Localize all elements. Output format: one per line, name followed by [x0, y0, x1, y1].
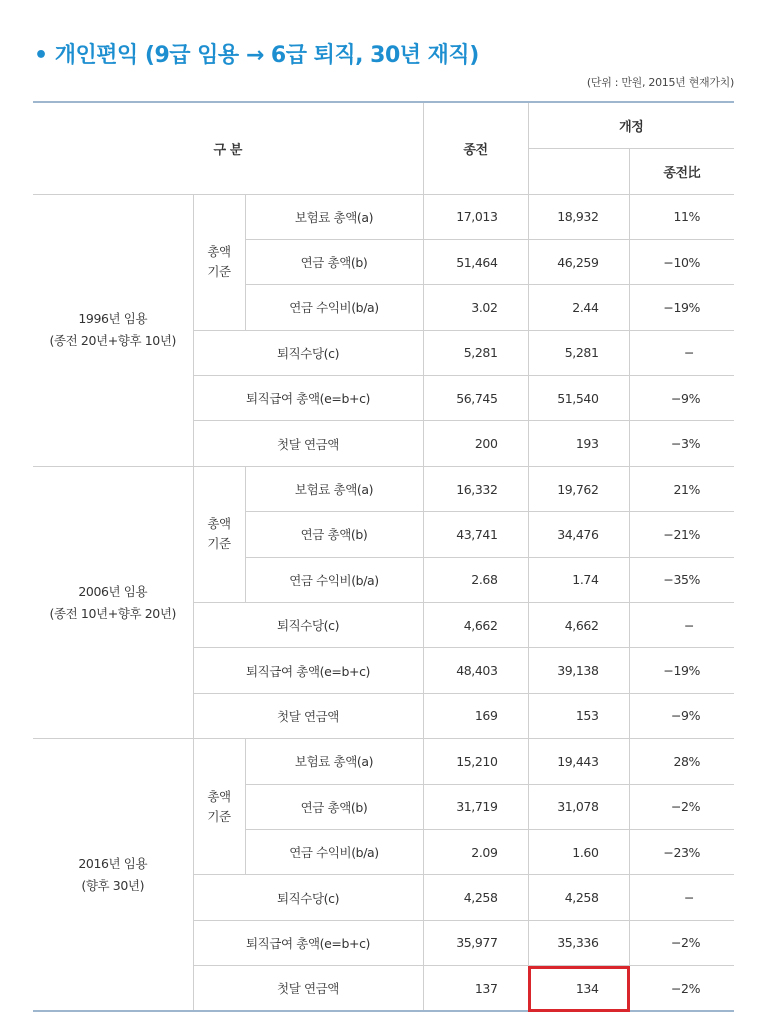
value-ratio: −35%	[629, 557, 734, 602]
header-revised: 개정	[528, 102, 734, 148]
row-item-label: 연금 수익비(b/a)	[245, 285, 423, 330]
value-ratio: 21%	[629, 466, 734, 511]
pension-comparison-table	[33, 101, 734, 1012]
value-after: 1.74	[528, 557, 629, 602]
value-before: 35,977	[423, 920, 528, 965]
value-ratio: −9%	[629, 376, 734, 421]
value-after: 5,281	[528, 330, 629, 375]
value-after: 153	[528, 693, 629, 738]
value-ratio: −	[629, 603, 734, 648]
value-before: 48,403	[423, 648, 528, 693]
value-after: 51,540	[528, 376, 629, 421]
value-after: 46,259	[528, 239, 629, 284]
subgroup-label	[193, 194, 245, 330]
value-ratio: −	[629, 330, 734, 375]
value-after: 18,932	[528, 194, 629, 239]
subgroup-label-line1: 총액	[207, 244, 231, 260]
row-item-label: 퇴직급여 총액(e=b+c)	[193, 376, 423, 421]
value-before: 51,464	[423, 239, 528, 284]
value-ratio: −19%	[629, 648, 734, 693]
header-category: 구 분	[33, 102, 423, 194]
row-item-label: 퇴직수당(c)	[193, 603, 423, 648]
value-before: 5,281	[423, 330, 528, 375]
subgroup-label-line1: 총액	[207, 516, 231, 532]
group-label-line1: 1996년 임용	[78, 311, 148, 327]
value-after: 193	[528, 421, 629, 466]
value-before: 169	[423, 693, 528, 738]
value-after: 31,078	[528, 784, 629, 829]
value-before: 2.68	[423, 557, 528, 602]
row-item-label: 연금 총액(b)	[245, 512, 423, 557]
group-label	[33, 739, 193, 1011]
row-item-label: 첫달 연금액	[193, 693, 423, 738]
value-after: 2.44	[528, 285, 629, 330]
value-ratio: −2%	[629, 920, 734, 965]
value-before: 17,013	[423, 194, 528, 239]
group-label-line2: (종전 20년+향후 10년)	[49, 333, 176, 349]
value-after-text: 134	[575, 980, 599, 996]
value-ratio: −10%	[629, 239, 734, 284]
unit-note: (단위 : 만원, 2015년 현재가치)	[586, 76, 734, 89]
value-ratio: −21%	[629, 512, 734, 557]
row-item-label: 첫달 연금액	[193, 421, 423, 466]
group-label	[33, 194, 193, 466]
group-label	[33, 466, 193, 738]
value-before: 43,741	[423, 512, 528, 557]
group-label-line2: (종전 10년+향후 20년)	[49, 605, 176, 621]
value-before: 2.09	[423, 829, 528, 874]
row-item-label: 퇴직급여 총액(e=b+c)	[193, 920, 423, 965]
value-before: 31,719	[423, 784, 528, 829]
table-row	[33, 194, 734, 239]
subgroup-label	[193, 466, 245, 602]
group-label-line1: 2016년 임용	[78, 855, 148, 871]
row-item-label: 연금 수익비(b/a)	[245, 829, 423, 874]
row-item-label: 연금 수익비(b/a)	[245, 557, 423, 602]
row-item-label: 보험료 총액(a)	[245, 739, 423, 784]
value-ratio: −9%	[629, 693, 734, 738]
value-after: 35,336	[528, 920, 629, 965]
value-ratio: 28%	[629, 739, 734, 784]
value-ratio: −19%	[629, 285, 734, 330]
value-after: 4,258	[528, 875, 629, 920]
group-label-line1: 2006년 임용	[78, 583, 148, 599]
row-item-label: 보험료 총액(a)	[245, 466, 423, 511]
value-before: 4,258	[423, 875, 528, 920]
row-item-label: 퇴직급여 총액(e=b+c)	[193, 648, 423, 693]
header-ratio: 종전比	[629, 148, 734, 194]
value-after: 39,138	[528, 648, 629, 693]
row-item-label: 연금 총액(b)	[245, 239, 423, 284]
subgroup-label-line2: 기준	[207, 808, 231, 824]
value-after: 19,443	[528, 739, 629, 784]
value-ratio: −	[629, 875, 734, 920]
value-before: 4,662	[423, 603, 528, 648]
subgroup-label	[193, 739, 245, 875]
value-after: 19,762	[528, 466, 629, 511]
header-revised-value	[528, 148, 629, 194]
value-after: 34,476	[528, 512, 629, 557]
header-before: 종전	[423, 102, 528, 194]
row-item-label: 첫달 연금액	[193, 966, 423, 1011]
value-after: 1.60	[528, 829, 629, 874]
subgroup-label-line2: 기준	[207, 264, 231, 280]
value-ratio: −2%	[629, 966, 734, 1011]
subgroup-label-line1: 총액	[207, 788, 231, 804]
value-ratio: −23%	[629, 829, 734, 874]
value-before: 3.02	[423, 285, 528, 330]
group-label-line2: (향후 30년)	[81, 877, 145, 893]
subgroup-label-line2: 기준	[207, 536, 231, 552]
row-item-label: 퇴직수당(c)	[193, 330, 423, 375]
value-ratio: −2%	[629, 784, 734, 829]
row-item-label: 퇴직수당(c)	[193, 875, 423, 920]
value-before: 56,745	[423, 376, 528, 421]
value-ratio: 11%	[629, 194, 734, 239]
page-title: • 개인편익 (9급 임용 → 6급 퇴직, 30년 재직)	[34, 43, 479, 68]
value-before: 200	[423, 421, 528, 466]
value-before: 137	[423, 966, 528, 1011]
value-before: 15,210	[423, 739, 528, 784]
value-ratio: −3%	[629, 421, 734, 466]
table-row	[33, 466, 734, 511]
row-item-label: 보험료 총액(a)	[245, 194, 423, 239]
header-row	[33, 102, 734, 148]
row-item-label: 연금 총액(b)	[245, 784, 423, 829]
table-row	[33, 739, 734, 784]
value-before: 16,332	[423, 466, 528, 511]
value-after: 4,662	[528, 603, 629, 648]
value-after	[528, 966, 629, 1011]
